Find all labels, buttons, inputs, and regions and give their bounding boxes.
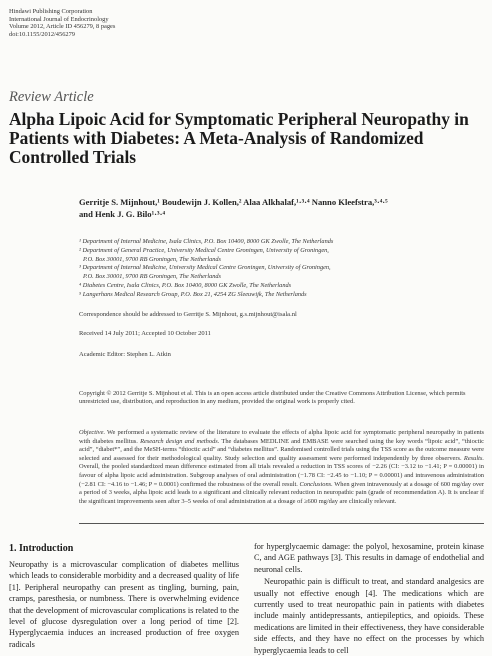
abstract-conclusions-text: When given intravenously at a dosage of 600 mg/day over a period of 3 weeks, alpha lipoic acid leads to a significant and clinically relevant reduction in neuropathic pain (grade of recommendation A). It is unclear if the significant improvements seen after 3–5 weeks of oral administration at a dosage of ≥600 mg/day are clinically relevant. (79, 480, 485, 505)
affiliation: ³ Department of Internal Medicine, University Medical Centre Groningen, University of Groningen, (79, 264, 331, 272)
affiliation: ² Department of General Practice, University Medical Centre Groningen, University of Groningen, (79, 246, 329, 254)
article-type: Review Article (9, 89, 94, 105)
affiliation: ¹ Department of Internal Medicine, Isala Clinics, P.O. Box 10400, 8000 GK Zwolle, The Netherlands (79, 238, 334, 245)
affiliation: P.O. Box 30001, 9700 RB Groningen, The Netherlands (83, 255, 221, 263)
section-divider (79, 523, 484, 524)
abstract-results-text: Overall, the pooled standardized mean difference estimated from all trials revealed a reduction in TSS scores of −2.26 (CI: −3.12 to −1.41; P = 0.00001) in favour of alpha lipoic acid administration. Subgroup analyses of oral administration (−1.78 CI: −2.45 to −1.10; P = 0.00001) and intravenous administration (−2.81 CI: −4.16 to −1.46; P = 0.0001) confirmed the robustness of the overall result. (79, 463, 484, 488)
correspondence: Correspondence should be addressed to Gerritje S. Mijnhout, g.s.mijnhout@isala.nl (79, 311, 297, 318)
affiliation: ⁴ Diabetes Centre, Isala Clinics, P.O. Box 10400, 8000 GK Zwolle, The Netherlands (79, 281, 292, 289)
body-paragraph: Neuropathy is a microvascular complication of diabetes mellitus which leads to considerable morbidity and a decreased quality of life [1]. Peripheral neuropathy can present as tingling, burning, pain, cramps, paresthesia, or numbness. There is overwhelming evidence that the development of microvascular complications is related to the level of glucose dysregulation over a long period of time [2]. Hyperglycaemia induces an increased production of free oxygen radicals (9, 560, 239, 649)
affiliation: P.O. Box 30001, 9700 RB Groningen, The Netherlands (83, 273, 221, 281)
body-paragraph: for hyperglycaemic damage: the polyol, hexosamine, protein kinase C, and AGE pathways [3]. This results in damage of endothelial and neuronal cells. (254, 542, 484, 574)
copyright-notice: Copyright © 2012 Gerritje S. Mijnhout et al. This is an open access article distributed under the Creative Commons Attribution License, which permits unrestricted use, distribution, and reproduction in any medium, provided the original work is properly cited. (79, 390, 466, 406)
authors-line-2: and Henk J. G. Bilo¹·³·⁴ (79, 209, 166, 219)
abstract-design-label: Research design and methods. (137, 437, 220, 445)
journal-name: International Journal of Endocrinology (9, 15, 109, 23)
abstract-results-label: Results. (461, 454, 484, 462)
article-title: Alpha Lipoic Acid for Symptomatic Peripheral Neuropathy in Patients with Diabetes: A Meta-Analysis of Randomized Controlled Trials (9, 109, 469, 167)
abstract (79, 429, 484, 506)
abstract-design-text: The databases MEDLINE and EMBASE were searched using the key words “lipoic acid”, “thioctic acid”, “diabet*”, and the MeSH-terms “thioctic acid” and “diabetes mellitus”. Randomised controlled trials using the TSS score as the outcome measure were selected and assessed for their methodological quality. Study selection and quality assessment were performed independently by three observers. (79, 437, 484, 462)
abstract-conclusions-label: Conclusions. (297, 480, 333, 488)
publisher: Hindawi Publishing Corporation (9, 8, 93, 15)
abstract-objective-text: We performed a systematic review of the literature to evaluate the effects of alpha lipoic acid for symptomatic peripheral neuropathy in patients with diabetes mellitus. (79, 429, 484, 445)
authors-line-1: Gerritje S. Mijnhout,¹ Boudewijn J. Kollen,² Alaa Alkhalaf,¹·³·⁴ Nanno Kleefstra,³·⁴·⁵ (79, 197, 388, 207)
affiliation: ⁵ Langerhans Medical Research Group, P.O. Box 21, 4254 ZG Sleeuwijk, The Netherlands (79, 290, 307, 298)
received-dates: Received 14 July 2011; Accepted 10 October 2011 (79, 330, 211, 337)
doi[interactable]: doi:10.1155/2012/456279 (9, 30, 75, 38)
body-column-right (254, 541, 484, 656)
body-paragraph: Neuropathic pain is difficult to treat, and standard analgesics are usually not effective enough [4]. The medications which are currently used to treat neuropathic pain in patients with diabetes include mainly antidepressants, antiepileptics, and opioids. These medications are limited in their effectiveness, they have considerable side effects, and they have no effect on the processes by which hyperglycaemia leads to cell (254, 577, 484, 655)
abstract-objective-label: Objective. (79, 429, 106, 436)
section-heading-introduction: 1. Introduction (9, 543, 74, 554)
authors (79, 196, 484, 220)
academic-editor: Academic Editor: Stephen L. Atkin (79, 351, 171, 358)
volume-info: Volume 2012, Article ID 456279, 8 pages (9, 23, 116, 31)
affiliations (79, 238, 484, 300)
journal-header (9, 8, 115, 38)
body-column-left (9, 559, 239, 650)
